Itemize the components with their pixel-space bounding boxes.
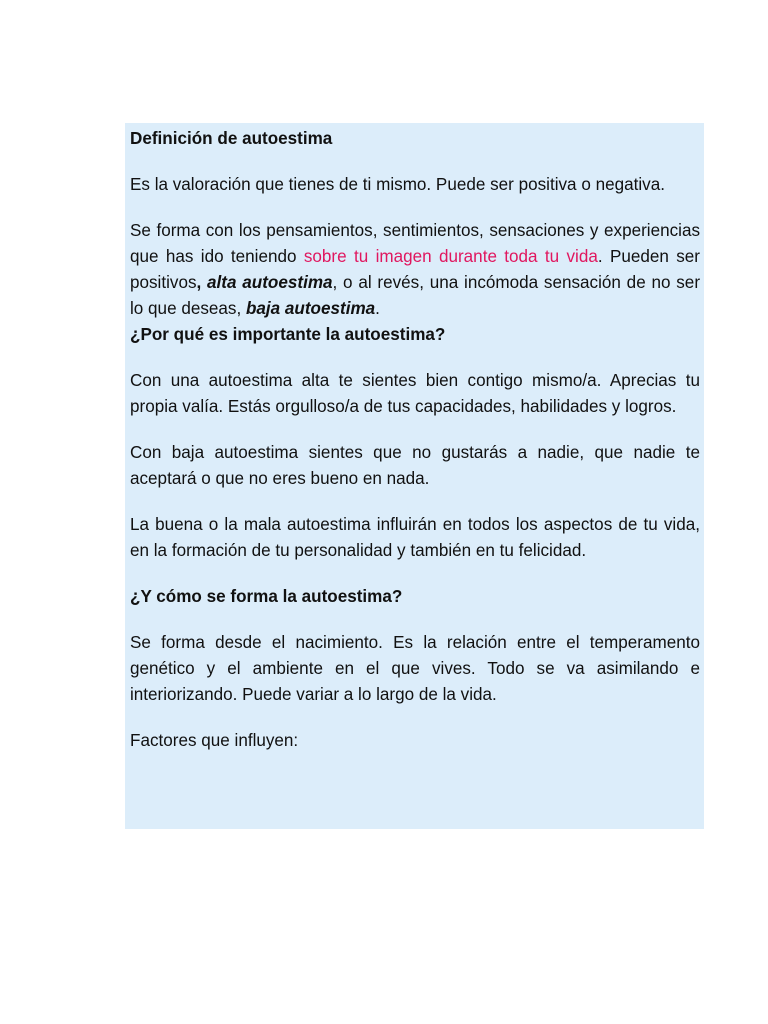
paragraph-se-forma-text-1: Se forma con los pensamientos, sentimientos, sensaciones y experiencias que has ido teniendo [130, 221, 700, 266]
paragraph-baja-autoestima: Con baja autoestima sientes que no gustarás a nadie, que nadie te aceptará o que no eres bueno en nada. [130, 443, 700, 488]
baja-autoestima-term: baja autoestima [245, 299, 376, 318]
highlight-text: sobre tu imagen durante toda tu vida [303, 247, 598, 266]
paragraph-se-forma-end: . [375, 299, 380, 318]
paragraph-nacimiento: Se forma desde el nacimiento. Es la relación entre el temperamento genético y el ambiente en el que vives. Todo se va asimilando e interiorizando. Puede variar a lo largo de la vida. [130, 633, 700, 704]
paragraph-autoestima-alta: Con una autoestima alta te sientes bien contigo mismo/a. Aprecias tu propia valía. Estás orgulloso/a de tus capacidades, habilidades y logros. [130, 371, 700, 416]
heading-definicion: Definición de autoestima [130, 129, 333, 148]
paragraph-se-forma-text-3: , o al revés, una incómoda sensación de no ser lo que deseas, [130, 273, 701, 318]
content-box [125, 123, 704, 829]
alta-autoestima-term: alta autoestima [207, 273, 333, 292]
paragraph-influencia: La buena o la mala autoestima influirán en todos los aspectos de tu vida, en la formación de tu personalidad y también en tu felicidad. [130, 515, 700, 560]
bold-comma: , [196, 273, 202, 292]
paragraph-se-forma [130, 218, 700, 322]
paragraph-factores: Factores que influyen: [130, 731, 299, 750]
paragraph-valoracion: Es la valoración que tienes de ti mismo. Puede ser positiva o negativa. [130, 175, 665, 194]
heading-por-que: ¿Por qué es importante la autoestima? [130, 325, 446, 344]
paragraph-se-forma-text-2: . Pueden ser positivos [130, 247, 700, 292]
heading-como-se-forma: ¿Y cómo se forma la autoestima? [130, 587, 403, 606]
